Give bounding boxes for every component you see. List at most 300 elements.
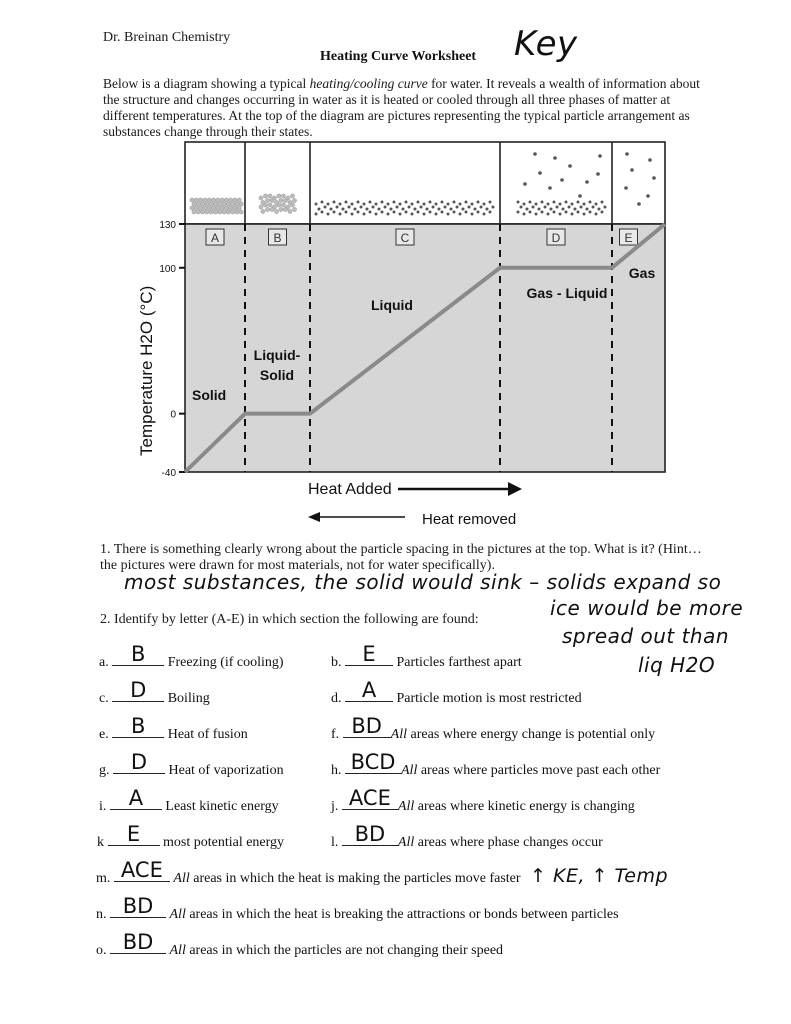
answer-blank[interactable] [343, 714, 391, 738]
item-text: most potential energy [163, 835, 285, 850]
particle [520, 206, 523, 209]
particle [357, 211, 360, 214]
particle [265, 207, 269, 211]
particle [568, 164, 572, 168]
particle [369, 211, 372, 214]
particle [526, 208, 529, 211]
answer-value: D [130, 750, 148, 774]
answer-value: E [362, 642, 376, 666]
item-text: Freezing (if cooling) [167, 655, 284, 670]
intro-part2: for water. It reveals a wealth of information about the structure and changes occurring in water as it is heated or cooled through all three phases of matter at different temperatures. At the top of the diagram are pictures representing the typical particle arrangement as substances change through their states. [103, 76, 700, 139]
particle [560, 178, 564, 182]
particle [339, 203, 342, 206]
particle [547, 203, 550, 206]
answer-blank[interactable] [112, 714, 164, 738]
item-text: areas in which the heat is making the particles move faster [189, 871, 521, 886]
particle [339, 213, 342, 216]
particle [192, 202, 196, 206]
particle [477, 211, 480, 214]
particle [535, 213, 538, 216]
particle [652, 176, 656, 180]
particle [529, 211, 532, 214]
item-text: areas in which the heat is breaking the attractions or bonds between particles [185, 907, 619, 922]
all-label: All [173, 871, 190, 886]
y-tick-label: 100 [159, 263, 176, 275]
item-n [96, 894, 619, 923]
item-d [331, 678, 582, 707]
particle [402, 208, 405, 211]
item-text: areas where particles move past each other [417, 763, 661, 778]
particle [459, 213, 462, 216]
y-tick-label: 130 [159, 220, 176, 231]
item-text: Boiling [167, 691, 210, 706]
particle [194, 198, 198, 202]
particle [199, 198, 203, 202]
particle [235, 202, 239, 206]
answer-blank[interactable] [110, 894, 166, 918]
region-label: Liquid [371, 297, 413, 313]
particle [378, 208, 381, 211]
particle [417, 201, 420, 204]
particle [585, 180, 589, 184]
particle [330, 208, 333, 211]
particle-panel [185, 142, 665, 224]
particle [237, 198, 241, 202]
answer-value: D [130, 678, 147, 702]
particle [261, 209, 265, 213]
answer-value: ACE [120, 858, 163, 882]
answer-value: BCD [350, 750, 396, 774]
particle [535, 203, 538, 206]
particle [229, 206, 233, 210]
particle [336, 206, 339, 209]
answer-blank[interactable] [345, 642, 393, 666]
particle [375, 213, 378, 216]
particle [447, 203, 450, 206]
particle [224, 206, 228, 210]
answer-value: A [128, 786, 144, 810]
answer-blank[interactable] [342, 822, 398, 846]
answer-value: A [361, 678, 377, 702]
particle [533, 152, 537, 156]
particle [268, 203, 272, 207]
particle [411, 213, 414, 216]
particle [213, 210, 217, 214]
particle [648, 158, 652, 162]
item-b [331, 642, 522, 671]
item-letter: b. [331, 655, 342, 670]
particle [192, 210, 196, 214]
particle [384, 206, 387, 209]
particle [438, 208, 441, 211]
particle [292, 198, 296, 202]
particle [190, 198, 194, 202]
particle [556, 206, 559, 209]
particle [423, 213, 426, 216]
item-k [97, 822, 285, 851]
answer-value: BD [122, 894, 154, 918]
item-letter: l. [331, 835, 339, 850]
item-letter: j. [331, 799, 339, 814]
particle [447, 213, 450, 216]
particle [216, 206, 220, 210]
answer-blank[interactable] [112, 642, 164, 666]
particle [420, 206, 423, 209]
particle [263, 194, 267, 198]
particle [226, 202, 230, 206]
all-label: All [169, 907, 186, 922]
particle [321, 211, 324, 214]
particle [290, 203, 294, 207]
particle [390, 208, 393, 211]
particle [207, 198, 211, 202]
particle [196, 202, 200, 206]
particle [270, 207, 274, 211]
particle [345, 201, 348, 204]
particle [348, 206, 351, 209]
particle [601, 201, 604, 204]
particle [288, 209, 292, 213]
particle [465, 201, 468, 204]
particle [290, 194, 294, 198]
particle [444, 206, 447, 209]
particle [441, 201, 444, 204]
particle [583, 213, 586, 216]
q1-answer-line4: liq H2O [638, 653, 716, 677]
x-axis-label: Heat Added [308, 481, 392, 498]
heat-added-arrowhead [508, 482, 522, 496]
answer-value: BD [122, 930, 154, 954]
particle [281, 203, 285, 207]
item-letter: m. [96, 871, 111, 886]
particle [604, 206, 607, 209]
particle [471, 213, 474, 216]
item-g [99, 750, 284, 779]
particle [372, 206, 375, 209]
particle [562, 208, 565, 211]
answer-blank[interactable] [345, 750, 401, 774]
item-letter: h. [331, 763, 342, 778]
answer-blank[interactable] [114, 858, 170, 882]
particle [218, 202, 222, 206]
particle [190, 206, 194, 210]
particle [196, 210, 200, 214]
particle [408, 206, 411, 209]
particle [283, 198, 287, 202]
particle [468, 206, 471, 209]
particle [222, 202, 226, 206]
particle [571, 213, 574, 216]
item-e [99, 714, 248, 743]
particle [259, 205, 263, 209]
particle [550, 208, 553, 211]
particle [568, 206, 571, 209]
particle [381, 211, 384, 214]
particle [577, 201, 580, 204]
particle [231, 210, 235, 214]
particle [435, 213, 438, 216]
particle [396, 206, 399, 209]
particle [218, 210, 222, 214]
particle [465, 211, 468, 214]
particle [237, 206, 241, 210]
answer-value: E [126, 822, 141, 846]
q1-answer-line1: most substances, the solid would sink – solids expand so [124, 570, 722, 594]
particle [595, 213, 598, 216]
item-l [331, 822, 603, 851]
particle [360, 206, 363, 209]
particle [456, 206, 459, 209]
section-letter: B [273, 231, 282, 245]
item-text: areas where phase changes occur [414, 835, 603, 850]
particle [201, 202, 205, 206]
particle [201, 210, 205, 214]
particle [559, 213, 562, 216]
particle [474, 208, 477, 211]
particle [453, 201, 456, 204]
particle [239, 202, 243, 206]
all-label: All [401, 763, 418, 778]
particle [411, 203, 414, 206]
particle [462, 208, 465, 211]
particle [324, 206, 327, 209]
question-1: 1. There is something clearly wrong about the particle spacing in the pictures at the top. What is it? (Hint… the pictures were drawn for most materials, not for water specifically). [100, 542, 702, 573]
particle [399, 203, 402, 206]
answer-blank[interactable] [108, 822, 160, 846]
particle [399, 213, 402, 216]
particle [483, 203, 486, 206]
particle [601, 211, 604, 214]
particle [548, 186, 552, 190]
particle [450, 208, 453, 211]
particle [333, 211, 336, 214]
particle [559, 203, 562, 206]
item-text: areas where energy change is potential only [407, 727, 656, 742]
particle [477, 201, 480, 204]
particle [596, 172, 600, 176]
particle [274, 209, 278, 213]
particle [220, 206, 224, 210]
particle [222, 210, 226, 214]
particle [553, 156, 557, 160]
item-letter: o. [96, 943, 107, 958]
particle [229, 198, 233, 202]
particle [598, 208, 601, 211]
particle [233, 198, 237, 202]
particle [429, 201, 432, 204]
particle [224, 198, 228, 202]
item-text: areas where kinetic energy is changing [414, 799, 635, 814]
particle [517, 201, 520, 204]
particle [283, 207, 287, 211]
particle [205, 210, 209, 214]
particle [277, 194, 281, 198]
particle [387, 203, 390, 206]
item-text: Particles farthest apart [396, 655, 522, 670]
particle [354, 208, 357, 211]
particle [333, 201, 336, 204]
region-label: Gas [628, 265, 656, 281]
particle [203, 198, 207, 202]
item-text: Particle motion is most restricted [396, 691, 582, 706]
particle [263, 203, 267, 207]
particle [541, 211, 544, 214]
section-letter: D [551, 231, 561, 245]
particle [405, 201, 408, 204]
answer-blank[interactable] [342, 786, 398, 810]
particle [393, 211, 396, 214]
author-course: Dr. Breinan Chemistry [103, 30, 231, 45]
particle [595, 203, 598, 206]
particle [342, 208, 345, 211]
particle [270, 198, 274, 202]
section-letter: A [210, 231, 220, 245]
particle [592, 206, 595, 209]
particle [363, 203, 366, 206]
intro-paragraph [103, 76, 713, 140]
particle [315, 203, 318, 206]
item-c [99, 678, 210, 707]
handwritten-note: ↑ KE, ↑ Temp [530, 865, 669, 887]
particle [417, 211, 420, 214]
item-letter: d. [331, 691, 342, 706]
particle [375, 203, 378, 206]
answer-blank[interactable] [110, 786, 162, 810]
y-axis-label: Temperature H2O (°C) [137, 285, 156, 456]
item-h [331, 750, 661, 779]
question-2: 2. Identify by letter (A-E) in which section the following are found: [100, 612, 479, 627]
particle [574, 208, 577, 211]
all-label: All [397, 799, 415, 814]
particle [625, 152, 629, 156]
particle [598, 154, 602, 158]
q1-answer-line2: ice would be more [550, 596, 744, 620]
particle [235, 210, 239, 214]
particle [277, 203, 281, 207]
particle [480, 206, 483, 209]
particle [489, 201, 492, 204]
item-letter: g. [99, 763, 110, 778]
particle [231, 202, 235, 206]
particle [646, 194, 650, 198]
particle [637, 202, 641, 206]
answer-value: ACE [348, 786, 391, 810]
particle [279, 207, 283, 211]
particle [194, 206, 198, 210]
particle [216, 198, 220, 202]
item-a [99, 642, 284, 671]
answer-blank[interactable] [113, 750, 165, 774]
particle [211, 206, 215, 210]
particle [327, 203, 330, 206]
y-tick-label: 0 [170, 409, 176, 421]
particle [351, 203, 354, 206]
section-letter: E [624, 231, 633, 245]
all-label: All [169, 943, 186, 958]
particle [547, 213, 550, 216]
particle [209, 210, 213, 214]
intro-part1: Below is a diagram showing a typical [103, 76, 310, 91]
particle [209, 202, 213, 206]
particle [459, 203, 462, 206]
item-m [96, 858, 669, 887]
particle [205, 202, 209, 206]
all-label: All [390, 727, 408, 742]
particle [441, 211, 444, 214]
particle [369, 201, 372, 204]
answer-blank[interactable] [112, 678, 164, 702]
particle [523, 182, 527, 186]
particle [363, 213, 366, 216]
all-label: All [397, 835, 415, 850]
particle [220, 198, 224, 202]
particle [489, 211, 492, 214]
particle [492, 206, 495, 209]
particle [281, 194, 285, 198]
particle [393, 201, 396, 204]
particle [565, 201, 568, 204]
region-label: Liquid- [253, 347, 301, 363]
item-text: Heat of fusion [167, 727, 248, 742]
particle [233, 206, 237, 210]
particle [357, 201, 360, 204]
answer-value: B [131, 714, 146, 738]
item-letter: e. [99, 727, 109, 742]
x-axis-reverse-label: Heat removed [422, 511, 517, 528]
particle [538, 171, 542, 175]
particle [259, 196, 263, 200]
particle [211, 198, 215, 202]
particle [345, 211, 348, 214]
particle [589, 201, 592, 204]
answer-value: B [131, 642, 146, 666]
particle [414, 208, 417, 211]
item-f [331, 714, 656, 743]
particle [199, 206, 203, 210]
item-text: areas in which the particles are not changing their speed [185, 943, 504, 958]
particle [517, 211, 520, 214]
particle [239, 210, 243, 214]
particle [226, 210, 230, 214]
particle [553, 211, 556, 214]
particle [583, 203, 586, 206]
particle [453, 211, 456, 214]
q1-answer-line3: spread out than [562, 624, 730, 648]
particle [321, 201, 324, 204]
answer-blank[interactable] [345, 678, 393, 702]
particle [544, 206, 547, 209]
item-text: Least kinetic energy [165, 799, 279, 814]
particle [268, 194, 272, 198]
particle [553, 201, 556, 204]
particle [327, 213, 330, 216]
y-axis-ticks [159, 220, 185, 479]
particle [432, 206, 435, 209]
answer-blank[interactable] [110, 930, 166, 954]
particle [429, 211, 432, 214]
particle [435, 203, 438, 206]
particle [387, 213, 390, 216]
item-text: Heat of vaporization [168, 763, 284, 778]
particle [624, 186, 628, 190]
particle [318, 208, 321, 211]
particle [405, 211, 408, 214]
item-letter: c. [99, 691, 109, 706]
particle [571, 203, 574, 206]
answer-value: BD [354, 822, 386, 846]
particle [523, 213, 526, 216]
particle [423, 203, 426, 206]
